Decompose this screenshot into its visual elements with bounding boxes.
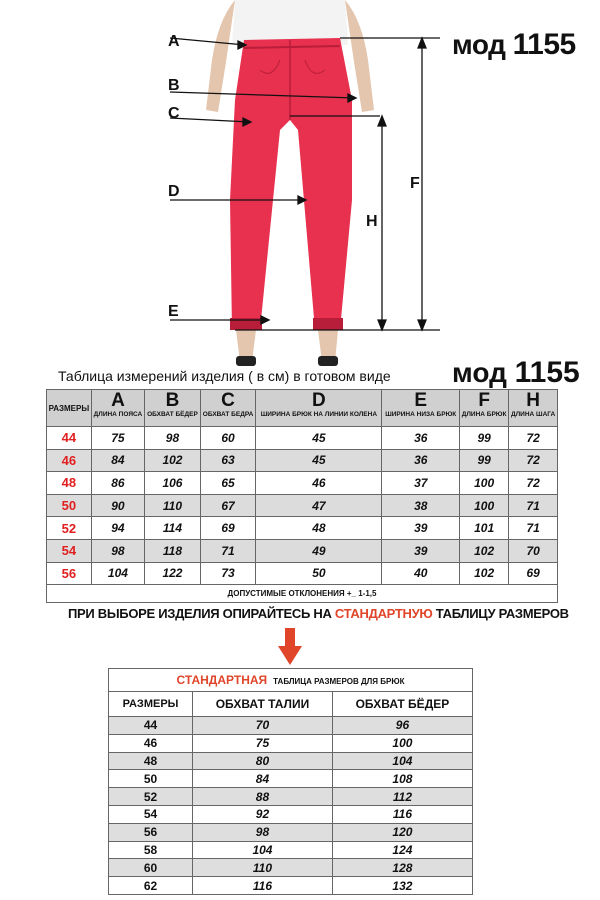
trousers-figure: [140, 0, 460, 370]
value-cell: 116: [332, 805, 472, 823]
value-cell: 102: [460, 539, 509, 562]
value-cell: 67: [200, 494, 255, 517]
table-row: [47, 472, 558, 495]
size-cell: 56: [47, 562, 92, 585]
value-cell: 70: [509, 539, 558, 562]
column-header-d: D ШИРИНА БРЮК НА ЛИНИИ КОЛЕНА: [256, 390, 382, 427]
table-row: [109, 752, 473, 770]
table-row: [109, 788, 473, 806]
table-row: [109, 859, 473, 877]
value-cell: 112: [332, 788, 472, 806]
value-cell: 75: [193, 734, 333, 752]
value-cell: 100: [332, 734, 472, 752]
value-cell: 80: [193, 752, 333, 770]
size-cell: 48: [109, 752, 193, 770]
size-cell: 58: [109, 841, 193, 859]
advice-line: [68, 606, 569, 621]
left-arm: [206, 0, 235, 112]
value-cell: 98: [91, 539, 144, 562]
value-cell: 84: [91, 449, 144, 472]
tolerance-note: ДОПУСТИМЫЕ ОТКЛОНЕНИЯ +_ 1-1,5: [47, 585, 558, 603]
model-prefix: мод: [452, 29, 506, 60]
advice-before: ПРИ ВЫБОРЕ ИЗДЕЛИЯ ОПИРАЙТЕСЬ НА: [68, 606, 335, 621]
size-cell: 46: [47, 449, 92, 472]
size-cell: 60: [109, 859, 193, 877]
value-cell: 122: [145, 562, 201, 585]
measurements-model-label: [452, 356, 580, 390]
value-cell: 48: [256, 517, 382, 540]
size-column-header: РАЗМЕРЫ: [47, 390, 92, 427]
value-cell: 72: [509, 427, 558, 450]
value-cell: 99: [460, 449, 509, 472]
letter-b: B: [168, 77, 180, 94]
value-cell: 69: [509, 562, 558, 585]
trousers: [230, 38, 352, 330]
value-cell: 71: [509, 494, 558, 517]
value-cell: 104: [193, 841, 333, 859]
value-cell: 100: [460, 494, 509, 517]
value-cell: 65: [200, 472, 255, 495]
letter-f: F: [410, 175, 420, 192]
size-cell: 52: [109, 788, 193, 806]
value-cell: 37: [382, 472, 460, 495]
column-header-h: H ДЛИНА ШАГА: [509, 390, 558, 427]
measurements-table: [46, 389, 558, 603]
value-cell: 75: [91, 427, 144, 450]
value-cell: 104: [332, 752, 472, 770]
value-cell: 71: [200, 539, 255, 562]
value-cell: 69: [200, 517, 255, 540]
table-row: [109, 823, 473, 841]
value-cell: 73: [200, 562, 255, 585]
value-cell: 60: [200, 427, 255, 450]
value-cell: 36: [382, 427, 460, 450]
value-cell: 92: [193, 805, 333, 823]
value-cell: 110: [193, 859, 333, 877]
table-row: [47, 427, 558, 450]
size-cell: 46: [109, 734, 193, 752]
value-cell: 98: [193, 823, 333, 841]
value-cell: 98: [145, 427, 201, 450]
value-cell: 39: [382, 517, 460, 540]
value-cell: 120: [332, 823, 472, 841]
size-cell: 62: [109, 877, 193, 895]
value-cell: 106: [145, 472, 201, 495]
letter-c: C: [168, 105, 180, 122]
value-cell: 124: [332, 841, 472, 859]
size-cell: 54: [47, 539, 92, 562]
value-cell: 45: [256, 427, 382, 450]
value-cell: 45: [256, 449, 382, 472]
standard-table-caption: [109, 669, 473, 692]
value-cell: 40: [382, 562, 460, 585]
value-cell: 102: [145, 449, 201, 472]
value-cell: 132: [332, 877, 472, 895]
column-header-a: A ДЛИНА ПОЯСА: [91, 390, 144, 427]
table-row: [47, 494, 558, 517]
standard-header-hips: ОБХВАТ БЁДЕР: [332, 692, 472, 717]
value-cell: 114: [145, 517, 201, 540]
standard-caption-rest: ТАБЛИЦА РАЗМЕРОВ ДЛЯ БРЮК: [273, 677, 405, 686]
table-row: [109, 770, 473, 788]
size-cell: 44: [47, 427, 92, 450]
advice-accent: СТАНДАРТНУЮ: [334, 606, 433, 621]
size-cell: 50: [47, 494, 92, 517]
table-row: [109, 877, 473, 895]
value-cell: 39: [382, 539, 460, 562]
table-row: [47, 517, 558, 540]
letter-a: A: [168, 33, 180, 50]
value-cell: 50: [256, 562, 382, 585]
size-cell: 56: [109, 823, 193, 841]
size-cell: 44: [109, 717, 193, 735]
value-cell: 84: [193, 770, 333, 788]
value-cell: 90: [91, 494, 144, 517]
model-label-top: [452, 28, 576, 62]
value-cell: 63: [200, 449, 255, 472]
value-cell: 102: [460, 562, 509, 585]
table-row: [47, 562, 558, 585]
measurements-model-prefix: мод: [452, 357, 507, 388]
value-cell: 94: [91, 517, 144, 540]
letter-h: H: [366, 213, 378, 230]
value-cell: 116: [193, 877, 333, 895]
advice-after: ТАБЛИЦУ РАЗМЕРОВ: [432, 606, 569, 621]
column-header-b: B ОБХВАТ БЁДЕР: [145, 390, 201, 427]
value-cell: 96: [332, 717, 472, 735]
measurements-table-title: Таблица измерений изделия ( в см) в готовом виде: [58, 368, 391, 384]
letter-d: D: [168, 183, 180, 200]
model-number: 1155: [512, 28, 576, 61]
value-cell: 47: [256, 494, 382, 517]
column-header-f: F ДЛИНА БРЮК: [460, 390, 509, 427]
value-cell: 118: [145, 539, 201, 562]
value-cell: 99: [460, 427, 509, 450]
value-cell: 46: [256, 472, 382, 495]
column-header-e: E ШИРИНА НИЗА БРЮК: [382, 390, 460, 427]
value-cell: 86: [91, 472, 144, 495]
standard-header-waist: ОБХВАТ ТАЛИИ: [193, 692, 333, 717]
value-cell: 110: [145, 494, 201, 517]
size-cell: 50: [109, 770, 193, 788]
size-cell: 48: [47, 472, 92, 495]
measurements-model-number: 1155: [514, 356, 580, 389]
value-cell: 101: [460, 517, 509, 540]
value-cell: 72: [509, 449, 558, 472]
value-cell: 72: [509, 472, 558, 495]
down-arrow-icon: [278, 628, 302, 666]
size-cell: 52: [47, 517, 92, 540]
table-row: [47, 449, 558, 472]
value-cell: 100: [460, 472, 509, 495]
value-cell: 108: [332, 770, 472, 788]
value-cell: 104: [91, 562, 144, 585]
table-row: [109, 841, 473, 859]
value-cell: 36: [382, 449, 460, 472]
value-cell: 71: [509, 517, 558, 540]
standard-header-size: РАЗМЕРЫ: [109, 692, 193, 717]
value-cell: 70: [193, 717, 333, 735]
standard-size-table: [108, 668, 473, 895]
table-row: [47, 539, 558, 562]
standard-caption-accent: СТАНДАРТНАЯ: [176, 673, 268, 687]
table-row: [109, 717, 473, 735]
value-cell: 49: [256, 539, 382, 562]
table-row: [109, 734, 473, 752]
size-cell: 54: [109, 805, 193, 823]
table-row: [109, 805, 473, 823]
value-cell: 128: [332, 859, 472, 877]
value-cell: 88: [193, 788, 333, 806]
letter-e: E: [168, 303, 179, 320]
value-cell: 38: [382, 494, 460, 517]
column-header-c: C ОБХВАТ БЕДРА: [200, 390, 255, 427]
